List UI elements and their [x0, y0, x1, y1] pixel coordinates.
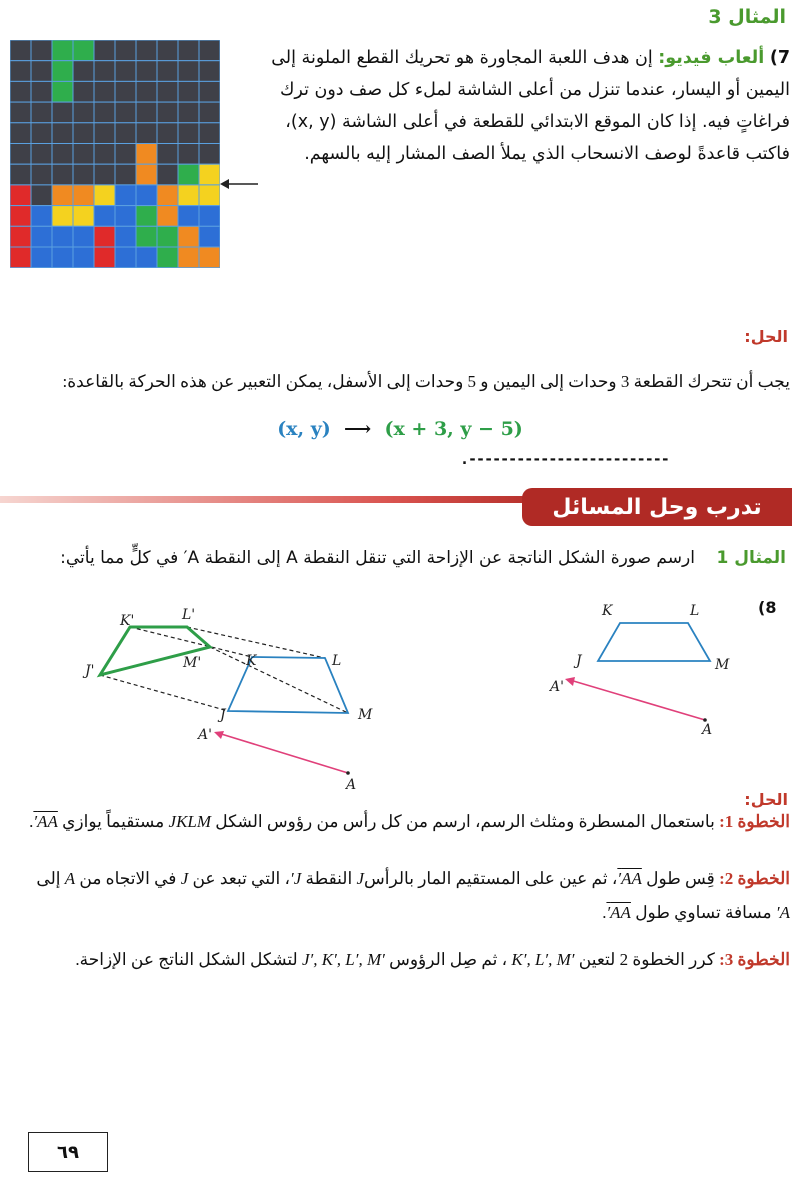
problem-7 [255, 42, 790, 170]
tetris-cell [157, 81, 178, 102]
tetris-cell [136, 144, 157, 165]
tetris-cell [136, 206, 157, 227]
tetris-cell [10, 226, 31, 247]
label-l-prime: L' [182, 607, 196, 623]
step-1-var: JKLM [168, 812, 212, 831]
tetris-cell [115, 206, 136, 227]
step-2-line2-seg: AA′ [606, 903, 631, 922]
tetris-cell [73, 123, 94, 144]
formula-rhs: (x + 3, y − 5) [384, 418, 523, 440]
tetris-cell [52, 81, 73, 102]
given-diagram [540, 595, 750, 745]
problem-7-title: ألعاب فيديو: [658, 48, 765, 68]
tetris-cell [52, 226, 73, 247]
tetris-cell [178, 247, 199, 268]
tetris-cell [94, 247, 115, 268]
example-1-heading: المثال 1 [716, 548, 786, 568]
tetris-cell [115, 61, 136, 82]
tetris-cell [157, 185, 178, 206]
tetris-cell [31, 40, 52, 61]
step-1-seg: AA′ [33, 812, 58, 831]
tetris-cell [136, 102, 157, 123]
step-2-text-c: النقطة [305, 869, 353, 888]
tetris-cell [31, 102, 52, 123]
tetris-cell [178, 61, 199, 82]
label-k-prime: K' [120, 613, 135, 629]
tetris-cell [115, 40, 136, 61]
example-1-text: ارسم صورة الشكل الناتجة عن الإزاحة التي تنقل النقطة A إلى النقطة A′ في كلٍّ مما يأتي: [60, 548, 695, 568]
tetris-cell [94, 61, 115, 82]
banner-bar [0, 496, 560, 503]
tetris-cell [94, 81, 115, 102]
tetris-cell [31, 164, 52, 185]
step-2-var-j2: J [180, 869, 189, 888]
tetris-cell [199, 40, 220, 61]
tetris-cell [199, 144, 220, 165]
tetris-cell [10, 164, 31, 185]
tetris-cell [94, 164, 115, 185]
tetris-game-image [10, 40, 220, 268]
given-label-m: M [715, 657, 730, 673]
tetris-cell [73, 81, 94, 102]
step-2: الخطوة 2: قِس طول AA′، ثم عين على المستقيم المار بالرأسJ النقطة J′، التي تبعد عن J في الاتجاه من A إلى A′ مسافة تساوي طول AA′. [36, 869, 790, 922]
tetris-cell [10, 40, 31, 61]
tetris-cell [136, 164, 157, 185]
tetris-cell [157, 123, 178, 144]
tetris-cell [136, 61, 157, 82]
step-2-label: الخطوة 2: [719, 869, 790, 888]
step-2-text-f: إلى [36, 869, 61, 888]
given-trapezoid [598, 623, 710, 661]
step-1-text2: مستقيماً يوازي [62, 812, 165, 831]
tetris-cell [115, 185, 136, 206]
tetris-cell [73, 102, 94, 123]
section-banner [0, 488, 800, 528]
step-3-text-b: ، ثم صِل الرؤوس [389, 950, 508, 969]
tetris-cell [52, 144, 73, 165]
tetris-cell [52, 247, 73, 268]
tetris-cell [178, 144, 199, 165]
step-3 [10, 946, 790, 974]
tetris-cell [199, 247, 220, 268]
tetris-cell [115, 164, 136, 185]
tetris-cell [10, 61, 31, 82]
step-3-text-a: كرر الخطوة 2 لتعين [578, 950, 715, 969]
tetris-cell [31, 226, 52, 247]
tetris-cell [52, 206, 73, 227]
step-2-var-a: A [64, 869, 76, 888]
tetris-cell [31, 144, 52, 165]
tetris-cell [73, 206, 94, 227]
tetris-cell [52, 185, 73, 206]
tetris-cell [31, 247, 52, 268]
tetris-cell [52, 102, 73, 123]
tetris-cell [94, 226, 115, 247]
label-l: L [332, 653, 342, 669]
tetris-cell [10, 247, 31, 268]
tetris-cell [31, 206, 52, 227]
tetris-cell [10, 206, 31, 227]
tetris-cell [178, 40, 199, 61]
tetris-cell [52, 164, 73, 185]
tetris-cell [157, 164, 178, 185]
tetris-cell [199, 164, 220, 185]
step-2-var-j: J [356, 869, 365, 888]
step-3-label: الخطوة 3: [719, 950, 790, 969]
tetris-cell [178, 185, 199, 206]
translation-rule [200, 418, 600, 440]
step-2-line2-text: مسافة تساوي طول [635, 903, 772, 922]
tetris-cell [73, 40, 94, 61]
tetris-cell [136, 226, 157, 247]
given-label-k: K [602, 603, 613, 619]
tetris-cell [31, 185, 52, 206]
step-3-vars-b: J′, K′, L′, M′ [301, 950, 385, 969]
tetris-cell [73, 185, 94, 206]
tetris-cell [199, 81, 220, 102]
tetris-cell [31, 61, 52, 82]
tetris-cell [115, 81, 136, 102]
label-a: A [346, 777, 357, 793]
tetris-cell [52, 40, 73, 61]
step-2-text-d: ، التي تبعد عن [192, 869, 290, 888]
tetris-cell [199, 102, 220, 123]
tetris-cell [136, 185, 157, 206]
step-2-text-a: قِس طول [646, 869, 715, 888]
tetris-cell [52, 123, 73, 144]
tetris-cell [115, 247, 136, 268]
example3-heading: المثال 3 [708, 6, 786, 28]
tetris-cell [73, 144, 94, 165]
tetris-cell [115, 226, 136, 247]
tetris-cell [136, 40, 157, 61]
tetris-cell [178, 226, 199, 247]
tetris-cell [157, 144, 178, 165]
tetris-cell [157, 40, 178, 61]
step-2-text-e: في الاتجاه من [79, 869, 177, 888]
tetris-cell [115, 102, 136, 123]
tetris-cell [157, 247, 178, 268]
tetris-cell [178, 164, 199, 185]
formula-arrow: ⟶ [344, 418, 372, 440]
step-2-var-j1: J′ [290, 869, 302, 888]
label-k: K [246, 653, 257, 669]
problem-7-text: إن هدف اللعبة المجاورة هو تحريك القطع الملونة إلى اليمين أو اليسار، عندما تنزل من أعلى الشاشة لملء كل صف دون ترك فراغاتٍ فيه. إذا كان الموقع الابتدائي للقطعة في أعلى الشاشة (x, y)، فاكتب قاعدةً لوصف الانسحاب الذي يملأ الصف المشار إليه بالسهم. [271, 48, 790, 164]
solution-1-text: يجب أن تتحرك القطعة 3 وحدات إلى اليمين و 5 وحدات إلى الأسفل، يمكن التعبير عن هذه الحركة بالقاعدة: [62, 372, 790, 391]
tetris-cell [10, 81, 31, 102]
tetris-cell [136, 247, 157, 268]
tetris-cell [31, 81, 52, 102]
label-j-prime: J' [85, 663, 95, 679]
banner-title: تدرب وحل المسائل [522, 488, 792, 526]
given-label-a-prime: A' [550, 679, 564, 695]
tetris-cell [10, 102, 31, 123]
tetris-cell [157, 61, 178, 82]
tetris-cell [199, 185, 220, 206]
tetris-cell [136, 81, 157, 102]
tetris-cell [94, 206, 115, 227]
tetris-cell [31, 123, 52, 144]
tetris-cell [136, 123, 157, 144]
tetris-cell [178, 81, 199, 102]
tetris-cell [73, 226, 94, 247]
row-arrow-icon [220, 176, 260, 192]
step-3-text-c: لتشكل الشكل الناتج عن الإزاحة. [75, 950, 298, 969]
tetris-cell [94, 144, 115, 165]
step-2-seg: AA′ [617, 869, 642, 888]
solution-1-label: الحل: [744, 327, 788, 346]
solution-2-label: الحل: [744, 790, 788, 809]
tetris-cell [157, 226, 178, 247]
given-label-l: L [690, 603, 700, 619]
label-m: M [358, 707, 373, 723]
tetris-cell [73, 61, 94, 82]
tetris-cell [94, 123, 115, 144]
tetris-cell [178, 206, 199, 227]
page-number: ٦٩ [28, 1132, 108, 1172]
dashed-separator: .------------------------- [460, 450, 669, 468]
solution-diagram [80, 595, 390, 795]
label-j: J [220, 707, 226, 723]
tetris-cell [73, 164, 94, 185]
given-label-a: A [702, 722, 713, 738]
tetris-cell [199, 226, 220, 247]
step-2-text-b: ، ثم عين على المستقيم المار بالرأس [364, 869, 618, 888]
tetris-cell [52, 61, 73, 82]
tetris-cell [10, 123, 31, 144]
label-m-prime: M' [183, 655, 202, 671]
tetris-cell [94, 185, 115, 206]
tetris-cell [115, 123, 136, 144]
step-3-vars-a: K′, L′, M′ [511, 950, 575, 969]
tetris-cell [199, 61, 220, 82]
tetris-cell [10, 144, 31, 165]
tetris-cell [199, 123, 220, 144]
tetris-cell [178, 102, 199, 123]
step-1: الخطوة 1: باستعمال المسطرة ومثلث الرسم، ارسم من كل رأس من رؤوس الشكل JKLM مستقيماً يوازي AA′. [29, 812, 790, 831]
step-1-text: باستعمال المسطرة ومثلث الرسم، ارسم من كل رأس من رؤوس الشكل [215, 812, 715, 831]
tetris-cell [94, 40, 115, 61]
problem-8-number: (8 [758, 598, 777, 617]
example-1 [6, 548, 786, 568]
tetris-cell [199, 206, 220, 227]
tetris-cell [157, 102, 178, 123]
tetris-cell [178, 123, 199, 144]
tetris-cell [10, 185, 31, 206]
tetris-cell [94, 102, 115, 123]
label-a-prime: A' [198, 727, 212, 743]
formula-lhs: (x, y) [277, 418, 331, 440]
tetris-cell [157, 206, 178, 227]
tetris-grid [10, 40, 220, 268]
given-label-j: J [576, 653, 582, 669]
problem-7-number: 7) [769, 48, 790, 68]
step-1-label: الخطوة 1: [719, 812, 790, 831]
tetris-cell [115, 144, 136, 165]
step-2-line2-var: A′ [775, 903, 790, 922]
tetris-cell [73, 247, 94, 268]
